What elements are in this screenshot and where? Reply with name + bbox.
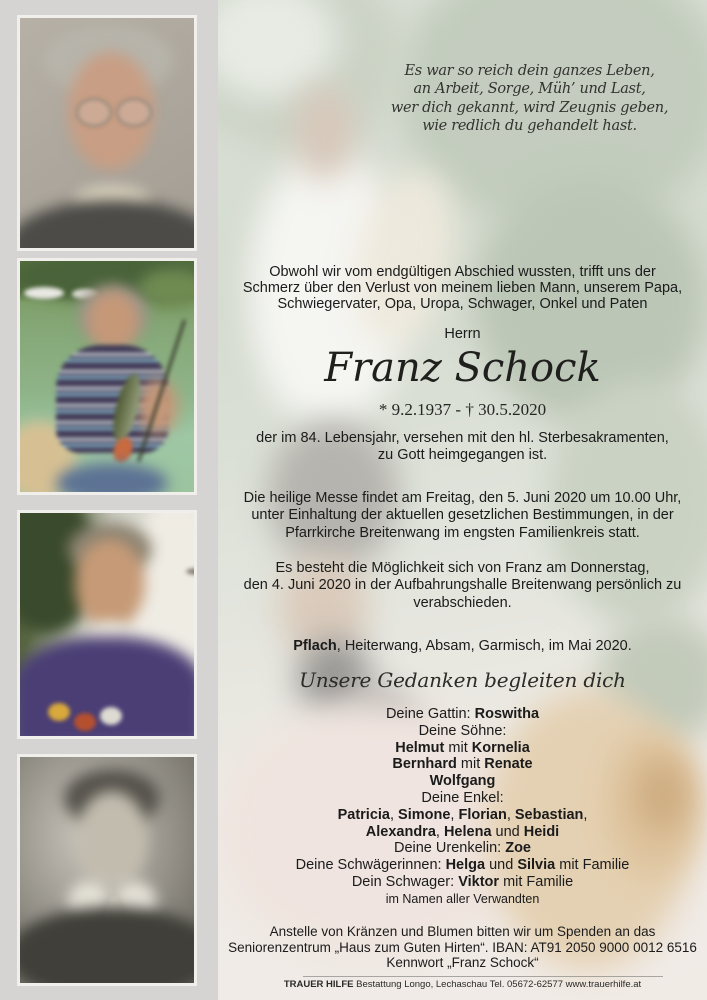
mass-line: unter Einhaltung der aktuellen gesetzlichen Bestimmungen, in der bbox=[251, 507, 674, 524]
farewell-line: den 4. Juni 2020 in der Aufbahrungshalle Breitenwang persönlich zu bbox=[243, 577, 682, 594]
sweater-pattern-shape bbox=[48, 703, 70, 721]
family-line: Deine Gattin: Roswitha bbox=[385, 706, 540, 722]
memorial-poem bbox=[285, 62, 707, 135]
motto-line: Unsere Gedanken begleiten dich bbox=[299, 668, 626, 692]
camper-shape bbox=[24, 287, 64, 299]
jeans-shape bbox=[56, 463, 168, 495]
birth-death-dates: * 9.2.1937 - † 30.5.2020 bbox=[378, 400, 547, 419]
portrait-photo-3 bbox=[17, 510, 197, 739]
sweater-pattern-shape bbox=[74, 713, 96, 731]
poem-line: Es war so reich dein ganzes Leben, bbox=[404, 63, 655, 79]
family-line: Deine Urenkelin: Zoe bbox=[393, 840, 531, 857]
farewell-line: verabschieden. bbox=[413, 594, 512, 611]
mass-details-paragraph bbox=[218, 490, 707, 542]
portrait-photo-1 bbox=[17, 15, 197, 251]
family-line: Alexandra, Helena und Heidi bbox=[365, 823, 560, 840]
sweater-pattern-shape bbox=[100, 707, 122, 725]
farewell-paragraph bbox=[218, 560, 707, 612]
donation-paragraph bbox=[218, 924, 707, 971]
family-line: Deine Söhne: bbox=[418, 722, 507, 739]
mass-line: Pfarrkirche Breitenwang im engsten Familienkreis statt. bbox=[285, 524, 640, 541]
deceased-name: Franz Schock bbox=[324, 345, 601, 391]
poem-line: an Arbeit, Sorge, Müh’ und Last, bbox=[413, 81, 646, 98]
family-line: Deine Enkel: bbox=[421, 789, 504, 806]
photo-sidebar bbox=[0, 0, 218, 1000]
farewell-line: Es besteht die Möglichkeit sich von Franz am Donnerstag, bbox=[275, 560, 650, 576]
family-line: im Namen aller Verwandten bbox=[385, 891, 540, 906]
face-shape bbox=[76, 791, 148, 889]
passing-line: der im 84. Lebensjahr, versehen mit den hl. Sterbesakramenten, bbox=[256, 430, 669, 446]
announcement-paragraph bbox=[218, 264, 707, 312]
family-list bbox=[218, 706, 707, 908]
poem-line: wie redlich du gehandelt hast. bbox=[422, 117, 637, 134]
announcement-line: Schmerz über den Verlust von meinem lieben Mann, unserem Papa, bbox=[242, 280, 683, 296]
family-line: Helmut mit Kornelia bbox=[395, 739, 530, 756]
announcement-line: Obwohl wir vom endgültigen Abschied wussten, trifft uns der bbox=[269, 264, 656, 280]
funeral-home-footer: TRAUER HILFE Bestattung Longo, Lechaschau Tel. 05672-62577 www.trauerhilfe.at bbox=[283, 979, 642, 990]
family-line: Patricia, Simone, Florian, Sebastian, bbox=[337, 806, 588, 823]
donation-line: Seniorenzentrum „Haus zum Guten Hirten“. IBAN: AT91 2050 9000 0012 6516 bbox=[228, 939, 697, 955]
donation-line: Anstelle von Kränzen und Blumen bitten wir um Spenden an das bbox=[269, 924, 656, 939]
passing-line: zu Gott heimgegangen ist. bbox=[377, 447, 548, 463]
hill-shape bbox=[138, 269, 197, 309]
places-date-line: Pflach, Heiterwang, Absam, Garmisch, im Mai 2020. bbox=[293, 638, 632, 654]
passing-paragraph bbox=[218, 430, 707, 464]
sweater-shape bbox=[17, 907, 197, 986]
glasses-icon bbox=[76, 98, 112, 127]
announcement-line: Schwiegervater, Opa, Uropa, Schwager, Onkel und Paten bbox=[277, 296, 648, 312]
family-line: Bernhard mit Renate bbox=[392, 756, 533, 773]
portrait-photo-2 bbox=[17, 258, 197, 495]
portrait-photo-4 bbox=[17, 754, 197, 986]
glasses-icon bbox=[116, 98, 152, 127]
family-line: Wolfgang bbox=[429, 773, 496, 790]
footer-divider bbox=[303, 976, 663, 977]
face-shape bbox=[87, 291, 139, 351]
donation-line: Kennwort „Franz Schock“ bbox=[386, 955, 539, 970]
poem-line: wer dich gekannt, wird Zeugnis geben, bbox=[390, 99, 669, 116]
obituary-text-column bbox=[218, 0, 707, 1000]
mass-line: Die heilige Messe findet am Freitag, den 5. Juni 2020 um 10.00 Uhr, bbox=[243, 490, 682, 506]
face-shape bbox=[75, 539, 145, 629]
family-line: Deine Schwägerinnen: Helga und Silvia mit Familie bbox=[295, 857, 630, 874]
sweater-shape bbox=[17, 200, 197, 251]
family-line: Dein Schwager: Viktor mit Familie bbox=[351, 873, 574, 890]
salutation: Herrn bbox=[444, 326, 481, 342]
